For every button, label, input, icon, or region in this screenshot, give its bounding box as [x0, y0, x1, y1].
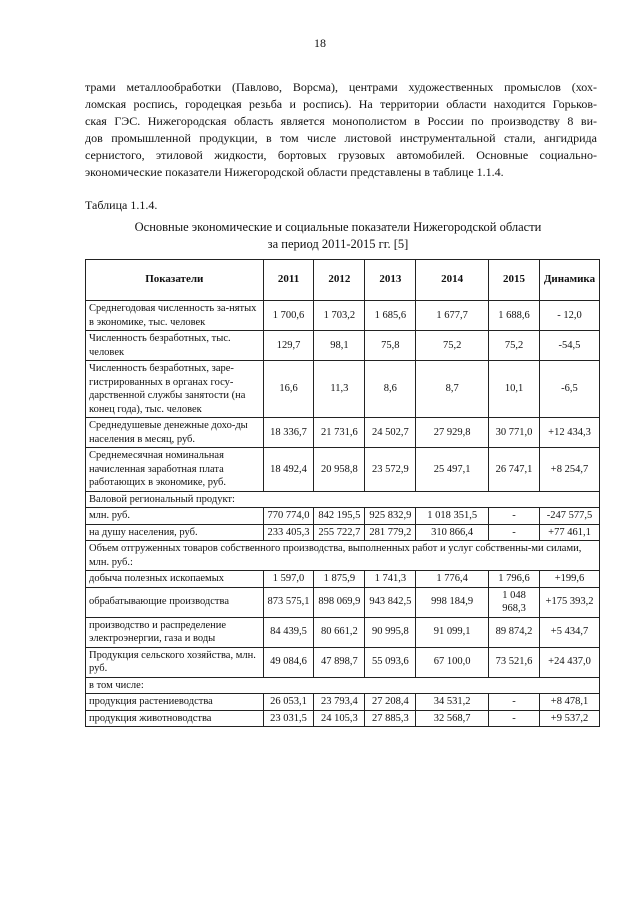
indicator-name-cell: млн. руб. [86, 508, 264, 525]
value-cell: 770 774,0 [263, 508, 314, 525]
value-cell: - [489, 508, 540, 525]
table-caption [0, 219, 640, 253]
header-cell: 2013 [365, 260, 416, 301]
value-cell: 1 048 968,3 [489, 587, 540, 617]
table-row [86, 331, 600, 361]
table-row [86, 541, 600, 571]
caption-line: за период 2011-2015 гг. [5] [267, 237, 409, 251]
section-header-cell: Валовой региональный продукт: [86, 491, 600, 508]
value-cell: 75,2 [416, 331, 489, 361]
value-cell: 1 677,7 [416, 301, 489, 331]
paragraph-line: трами металлообработки (Павлово, Ворсма), центрами художественных промыслов (хох- [85, 80, 597, 94]
table-row [86, 491, 600, 508]
table-header-row [86, 260, 600, 301]
value-cell: 89 874,2 [489, 617, 540, 647]
header-cell: 2014 [416, 260, 489, 301]
value-cell: - [489, 710, 540, 727]
table-row [86, 571, 600, 588]
indicator-name-cell: Среднедушевые денежные дохо-ды населения в месяц, руб. [86, 418, 264, 448]
indicator-name-cell: на душу населения, руб. [86, 524, 264, 541]
value-cell: 233 405,3 [263, 524, 314, 541]
value-cell: 925 832,9 [365, 508, 416, 525]
value-cell: 26 053,1 [263, 694, 314, 711]
value-cell: 1 700,6 [263, 301, 314, 331]
paragraph-line: ская ГЭС. Нижегородская область является монополистом в России по производству 8 ви- [85, 113, 597, 128]
section-header-cell: Объем отгруженных товаров собственного производства, выполненных работ и услуг собственны-ми силами, млн. руб.: [86, 541, 600, 571]
value-cell: 1 776,4 [416, 571, 489, 588]
indicators-table [85, 259, 600, 727]
indicator-name-cell: Численность безработных, заре-гистрированных в органах госу-дарственной службы занятости (на конец года), тыс. человек [86, 361, 264, 418]
value-cell: 55 093,6 [365, 647, 416, 677]
caption-line: Основные экономические и социальные показатели Нижегородской области [134, 220, 542, 234]
value-cell: 1 688,6 [489, 301, 540, 331]
value-cell: 98,1 [314, 331, 365, 361]
value-cell: 23 793,4 [314, 694, 365, 711]
table-row [86, 647, 600, 677]
header-cell: 2015 [489, 260, 540, 301]
value-cell: 90 995,8 [365, 617, 416, 647]
value-cell: +8 254,7 [539, 448, 599, 492]
value-cell: 1 597,0 [263, 571, 314, 588]
value-cell: 84 439,5 [263, 617, 314, 647]
value-cell: 32 568,7 [416, 710, 489, 727]
table-row [86, 524, 600, 541]
value-cell: 20 958,8 [314, 448, 365, 492]
page-number: 18 [314, 36, 326, 50]
value-cell: 255 722,7 [314, 524, 365, 541]
value-cell: 91 099,1 [416, 617, 489, 647]
value-cell: 8,6 [365, 361, 416, 418]
value-cell: 1 741,3 [365, 571, 416, 588]
value-cell: +175 393,2 [539, 587, 599, 617]
value-cell: 30 771,0 [489, 418, 540, 448]
indicator-name-cell: Численность безработных, тыс. человек [86, 331, 264, 361]
value-cell: 842 195,5 [314, 508, 365, 525]
indicator-name-cell: продукция животноводства [86, 710, 264, 727]
value-cell: +77 461,1 [539, 524, 599, 541]
value-cell: 998 184,9 [416, 587, 489, 617]
value-cell: 898 069,9 [314, 587, 365, 617]
header-cell: 2011 [263, 260, 314, 301]
paragraph-line: экономические показатели Нижегородской области представлены в таблице 1.1.4. [85, 164, 504, 179]
value-cell: 49 084,6 [263, 647, 314, 677]
value-cell: 10,1 [489, 361, 540, 418]
value-cell: - [489, 694, 540, 711]
table-row [86, 508, 600, 525]
table-row [86, 710, 600, 727]
value-cell: 27 929,8 [416, 418, 489, 448]
value-cell: 1 875,9 [314, 571, 365, 588]
table-row [86, 677, 600, 694]
value-cell: 27 885,3 [365, 710, 416, 727]
table-row [86, 617, 600, 647]
value-cell: 281 779,2 [365, 524, 416, 541]
value-cell: 129,7 [263, 331, 314, 361]
table-row [86, 361, 600, 418]
value-cell: -247 577,5 [539, 508, 599, 525]
indicator-name-cell: производство и распределение электроэнергии, газа и воды [86, 617, 264, 647]
value-cell: 24 502,7 [365, 418, 416, 448]
value-cell: 24 105,3 [314, 710, 365, 727]
value-cell: +199,6 [539, 571, 599, 588]
value-cell: +5 434,7 [539, 617, 599, 647]
value-cell: -54,5 [539, 331, 599, 361]
section-header-cell: в том числе: [86, 677, 600, 694]
value-cell: 75,2 [489, 331, 540, 361]
value-cell: 25 497,1 [416, 448, 489, 492]
value-cell: 27 208,4 [365, 694, 416, 711]
paragraph-line: дов промышленной продукции, в том числе листовой инструментальной стали, ангидрида [85, 130, 597, 145]
value-cell: 310 866,4 [416, 524, 489, 541]
indicator-name-cell: Среднегодовая численность за-нятых в экономике, тыс. человек [86, 301, 264, 331]
value-cell: 1 703,2 [314, 301, 365, 331]
value-cell: 18 336,7 [263, 418, 314, 448]
value-cell: 8,7 [416, 361, 489, 418]
value-cell: +8 478,1 [539, 694, 599, 711]
value-cell: 1 796,6 [489, 571, 540, 588]
value-cell: 73 521,6 [489, 647, 540, 677]
value-cell: -6,5 [539, 361, 599, 418]
value-cell: 34 531,2 [416, 694, 489, 711]
value-cell: 873 575,1 [263, 587, 314, 617]
table-row [86, 448, 600, 492]
table-row [86, 418, 600, 448]
indicator-name-cell: Среднемесячная номинальная начисленная заработная плата работающих в экономике, руб. [86, 448, 264, 492]
value-cell: 47 898,7 [314, 647, 365, 677]
value-cell: 75,8 [365, 331, 416, 361]
value-cell: 11,3 [314, 361, 365, 418]
value-cell: 1 018 351,5 [416, 508, 489, 525]
table-row [86, 301, 600, 331]
value-cell: 23 572,9 [365, 448, 416, 492]
value-cell: 1 685,6 [365, 301, 416, 331]
indicator-name-cell: Продукция сельского хозяйства, млн. руб. [86, 647, 264, 677]
value-cell: 943 842,5 [365, 587, 416, 617]
value-cell: 21 731,6 [314, 418, 365, 448]
value-cell: +12 434,3 [539, 418, 599, 448]
value-cell: 18 492,4 [263, 448, 314, 492]
indicator-name-cell: продукция растениеводства [86, 694, 264, 711]
header-cell: 2012 [314, 260, 365, 301]
indicator-name-cell: добыча полезных ископаемых [86, 571, 264, 588]
body-paragraph [85, 79, 597, 180]
value-cell: +24 437,0 [539, 647, 599, 677]
value-cell: 16,6 [263, 361, 314, 418]
table-label: Таблица 1.1.4. [85, 198, 158, 212]
header-cell: Показатели [86, 260, 264, 301]
value-cell: - [489, 524, 540, 541]
value-cell: 26 747,1 [489, 448, 540, 492]
paragraph-line: сернистого, этиловой жидкости, бортовых грузовых автомобилей. Основные социально- [85, 147, 597, 162]
value-cell: +9 537,2 [539, 710, 599, 727]
table-row [86, 694, 600, 711]
header-cell: Динамика [539, 260, 599, 301]
value-cell: 80 661,2 [314, 617, 365, 647]
value-cell: - 12,0 [539, 301, 599, 331]
indicator-name-cell: обрабатывающие производства [86, 587, 264, 617]
value-cell: 67 100,0 [416, 647, 489, 677]
paragraph-line: ломская роспись, городецкая резьба и роспись). На территории области находится Горьков- [85, 96, 597, 111]
table-row [86, 587, 600, 617]
value-cell: 23 031,5 [263, 710, 314, 727]
